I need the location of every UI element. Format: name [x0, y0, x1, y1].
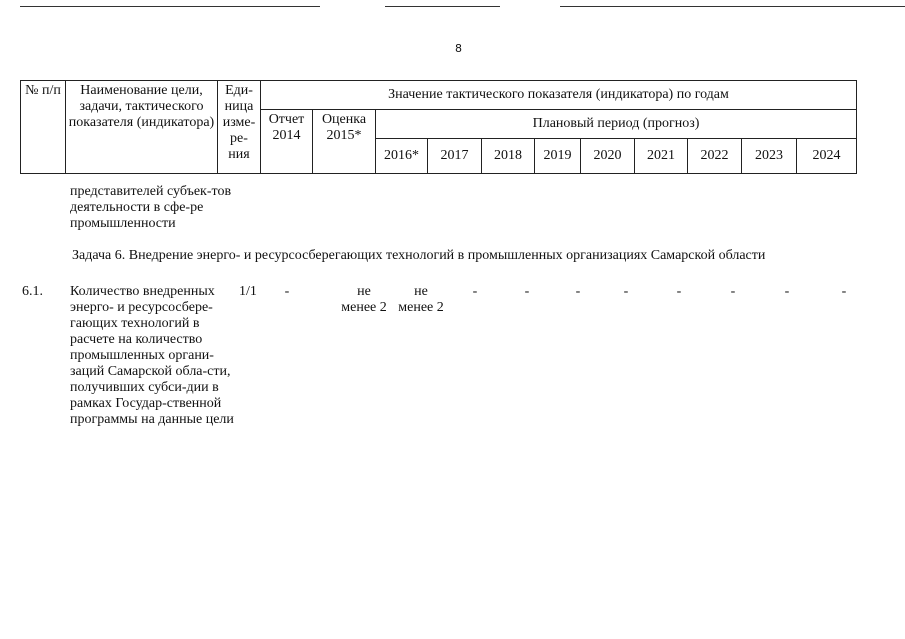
header-values: Значение тактического показателя (индикатора) по годам: [261, 81, 857, 110]
estimate-2015-cell: не менее 2: [341, 284, 387, 315]
header-year: 2019: [535, 139, 581, 174]
page-number: 8: [455, 42, 462, 55]
header-num: № п/п: [21, 81, 66, 174]
plan-2024-cell: -: [841, 284, 847, 299]
header-year: 2018: [482, 139, 535, 174]
plan-2022-cell: -: [730, 284, 736, 299]
indicator-name: Количество внедренных энерго- и ресурсосбере-гающих технологий в расчете на количество промышленных органи-заций Самарской обла-сти, получивших субси-дии в рамках Государ-ственной программы на данные цели: [70, 284, 234, 427]
plan-2019-cell: -: [575, 284, 581, 299]
task-title: Задача 6. Внедрение энерго- и ресурсосберегающих технологий в промышленных организациях Самарской области: [72, 248, 766, 263]
header-year: 2023: [742, 139, 797, 174]
header-year: 2024: [797, 139, 857, 174]
scan-edge-line: [560, 6, 905, 7]
header-estimate: Оценка 2015*: [313, 110, 376, 174]
plan-2017-cell: -: [472, 284, 478, 299]
plan-2021-cell: -: [676, 284, 682, 299]
plan-2020-cell: -: [623, 284, 629, 299]
header-plan: Плановый период (прогноз): [376, 110, 857, 139]
unit-cell: 1/1: [239, 284, 257, 299]
continuation-text: представителей субъек-тов деятельности в сфе-ре промышленности: [70, 184, 232, 231]
indicator-table-header: [20, 80, 857, 174]
header-year: 2020: [581, 139, 635, 174]
scan-edge-line: [20, 6, 320, 7]
row-number: 6.1.: [22, 284, 43, 299]
report-2014-cell: -: [284, 284, 290, 299]
header-year: 2017: [428, 139, 482, 174]
header-name: Наименование цели, задачи, тактического показателя (индикатора): [66, 81, 218, 174]
plan-2016-cell: не менее 2: [398, 284, 444, 315]
header-year: 2021: [635, 139, 688, 174]
header-unit: Еди-ница изме-ре-ния: [218, 81, 261, 174]
scan-edge-line: [385, 6, 500, 7]
header-year: 2016*: [376, 139, 428, 174]
header-report: Отчет 2014: [261, 110, 313, 174]
plan-2018-cell: -: [524, 284, 530, 299]
header-year: 2022: [688, 139, 742, 174]
plan-2023-cell: -: [784, 284, 790, 299]
